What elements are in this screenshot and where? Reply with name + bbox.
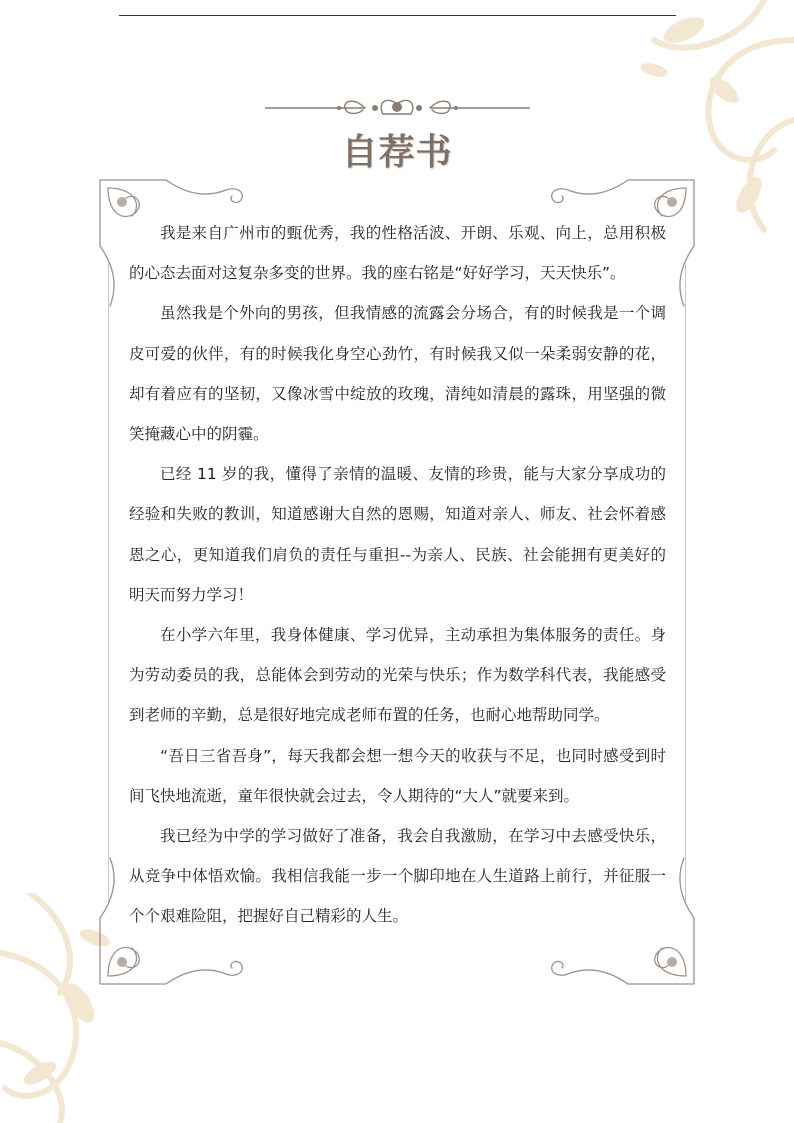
frame-right-line (685, 262, 686, 902)
paragraph: “吾日三省吾身”，每天我都会想一想今天的收获与不足，也同时感受到时间飞快地流逝，童年很快就会过去，令人期待的“大人”就要来到。 (129, 746, 666, 805)
paragraph: 我是来自广州市的甄优秀，我的性格活波、开朗、乐观、向上，总用积极的心态去面对这复杂多变的世界。我的座右铭是“好好学习，天天快乐”。 (129, 224, 666, 283)
frame-left-line (108, 262, 109, 902)
paragraph: 在小学六年里，我身体健康、学习优异，主动承担为集体服务的责任。身为劳动委员的我，总能体会到劳动的光荣与快乐；作为数学科代表，我能感受到老师的辛勤，总是很好地完成老师布置的任务，也耐心地帮助同学。 (129, 626, 666, 725)
paragraph: 虽然我是个外向的男孩，但我情感的流露会分场合，有的时候我是一个调皮可爱的伙伴，有的时候我化身空心劲竹，有时候我又似一朵柔弱安静的花，却有着应有的坚韧，又像冰雪中绽放的玫瑰，清纯如清晨的露珠，用坚强的微笑掩藏心中的阴霾。 (129, 304, 666, 444)
title-ornament-icon (265, 92, 530, 124)
paragraph: 已经 11 岁的我，懂得了亲情的温暖、友情的珍贵，能与大家分享成功的经验和失败的教训，知道感谢大自然的恩赐，知道对亲人、师友、社会怀着感恩之心，更知道我们肩负的责任与重担--为亲人、民族、社会能拥有更美好的明天而努力学习！ (129, 465, 666, 604)
letter-body (129, 213, 666, 937)
paragraph: 我已经为中学的学习做好了准备，我会自我激励，在学习中去感受快乐，从竞争中体悟欢愉。我相信我能一步一个脚印地在人生道路上前行，并征服一个个艰难险阻，把握好自己精彩的人生。 (129, 827, 666, 926)
page-title: 自荐书 (341, 132, 453, 173)
